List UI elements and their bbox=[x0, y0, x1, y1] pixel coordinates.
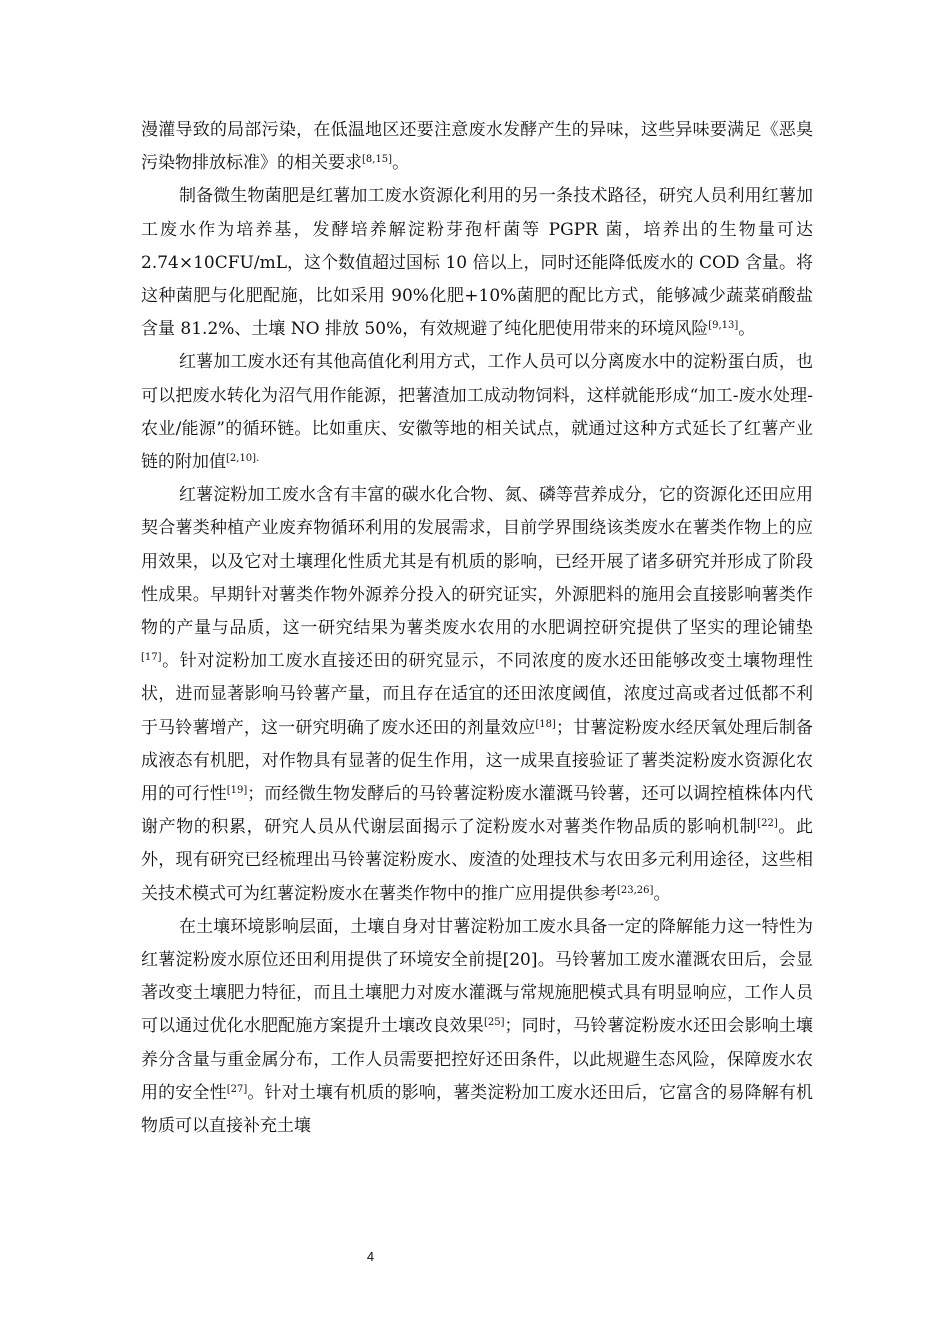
paragraph-text: 制备微生物菌肥是红薯加工废水资源化利用的另一条技术路径，研究人员利用红薯加工废水作为培养基，发酵培养解淀粉芽孢杆菌等 PGPR 菌，培养出的生物量可达 2.74×10CFU/mL，这个数值超过国标 10 倍以上，同时还能降低废水的 COD 含量。将这种菌肥与化肥配施，比如采用 90%化肥+10%菌肥的配比方式，能够减少蔬菜硝酸盐含量 81.2%、土壤 NO 排放 50%，有效规避了纯化肥使用带来的环境风险 bbox=[141, 186, 813, 340]
paragraph bbox=[141, 114, 813, 180]
paragraph-text: 。针对淀粉加工废水直接还田的研究显示，不同浓度的废水还田能够改变土壤物理性状，进而显著影响马铃薯产量，而且存在适宜的还田浓度阈值，浓度过高或者过低都不利于马铃薯增产，这一研究明确了废水还田的剂量效应 bbox=[141, 651, 813, 738]
paragraph bbox=[141, 346, 813, 479]
citation-superscript: [9,13] bbox=[708, 320, 739, 332]
paragraph-text: 。 bbox=[653, 883, 671, 904]
paragraph bbox=[141, 911, 813, 1143]
citation-superscript: [8,15] bbox=[362, 154, 393, 166]
citation-superscript: [19] bbox=[226, 785, 248, 797]
paragraph bbox=[141, 180, 813, 346]
paragraph-text: 。 bbox=[738, 319, 756, 340]
citation-superscript: [25] bbox=[483, 1017, 505, 1029]
paragraph-text: 红薯淀粉加工废水含有丰富的碳水化合物、氮、磷等营养成分，它的资源化还田应用契合薯类种植产业废弃物循环利用的发展需求，目前学界围绕该类废水在薯类作物上的应用效果，以及它对土壤理化性质尤其是有机质的影响，已经开展了诸多研究并形成了阶段性成果。早期针对薯类作物外源养分投入的研究证实，外源肥料的施用会直接影响薯类作物的产量与品质，这一研究结果为薯类废水农用的水肥调控研究提供了坚实的理论铺垫 bbox=[141, 485, 813, 639]
body-text bbox=[141, 114, 813, 1143]
citation-superscript: [23,26] bbox=[617, 884, 654, 896]
paragraph-text: 。 bbox=[392, 153, 410, 174]
citation-superscript: [2,10]. bbox=[226, 453, 260, 465]
citation-superscript: [22] bbox=[757, 818, 778, 830]
paragraph-text: 红薯加工废水还有其他高值化利用方式，工作人员可以分离废水中的淀粉蛋白质，也可以把废水转化为沼气用作能源，把薯渣加工成动物饲料，这样就能形成“加工-废水处理-农业/能源”的循环链。比如重庆、安徽等地的相关试点，就通过这种方式延长了红薯产业链的附加值 bbox=[141, 352, 813, 473]
citation-superscript: [27] bbox=[226, 1083, 248, 1095]
citation-superscript: [17] bbox=[141, 652, 162, 664]
paragraph-text: 。此外，现有研究已经梳理出马铃薯淀粉废水、废渣的处理技术与农田多元利用途径，这些相关技术模式可为红薯淀粉废水在薯类作物中的推广应用提供参考 bbox=[141, 817, 814, 904]
paragraph-text: ；同时，马铃薯淀粉废水还田会影响土壤养分含量与重金属分布，工作人员需要把控好还田条件，以此规避生态风险，保障废水农用的安全性 bbox=[141, 1016, 814, 1103]
paragraph bbox=[141, 479, 813, 911]
paragraph-text: ；甘薯淀粉废水经厌氧处理后制备成液态有机肥，对作物具有显著的促生作用，这一成果直接验证了薯类淀粉废水资源化农用的可行性 bbox=[141, 717, 814, 805]
paragraph-text: 漫灌导致的局部污染，在低温地区还要注意废水发酵产生的异味，这些异味要满足《恶臭污染物排放标准》的相关要求 bbox=[141, 120, 813, 174]
paragraph-text: 在土壤环境影响层面，土壤自身对甘薯淀粉加工废水具备一定的降解能力这一特性为红薯淀粉废水原位还田利用提供了环境安全前提[20]。马铃薯加工废水灌溉农田后，会显著改变土壤肥力特征，而且土壤肥力对废水灌溉与常规施肥模式具有明显响应，工作人员可以通过优化水肥配施方案提升土壤改良效果 bbox=[141, 916, 813, 1037]
paragraph-text: 。针对土壤有机质的影响，薯类淀粉加工废水还田后，它富含的易降解有机物质可以直接补充土壤 bbox=[141, 1082, 814, 1137]
page-number: 4 bbox=[366, 1249, 375, 1264]
citation-superscript: [18] bbox=[535, 718, 556, 730]
paragraph-text: ；而经微生物发酵后的马铃薯淀粉废水灌溉马铃薯，还可以调控植株体内代谢产物的积累，研究人员从代谢层面揭示了淀粉废水对薯类作物品质的影响机制 bbox=[141, 784, 814, 838]
